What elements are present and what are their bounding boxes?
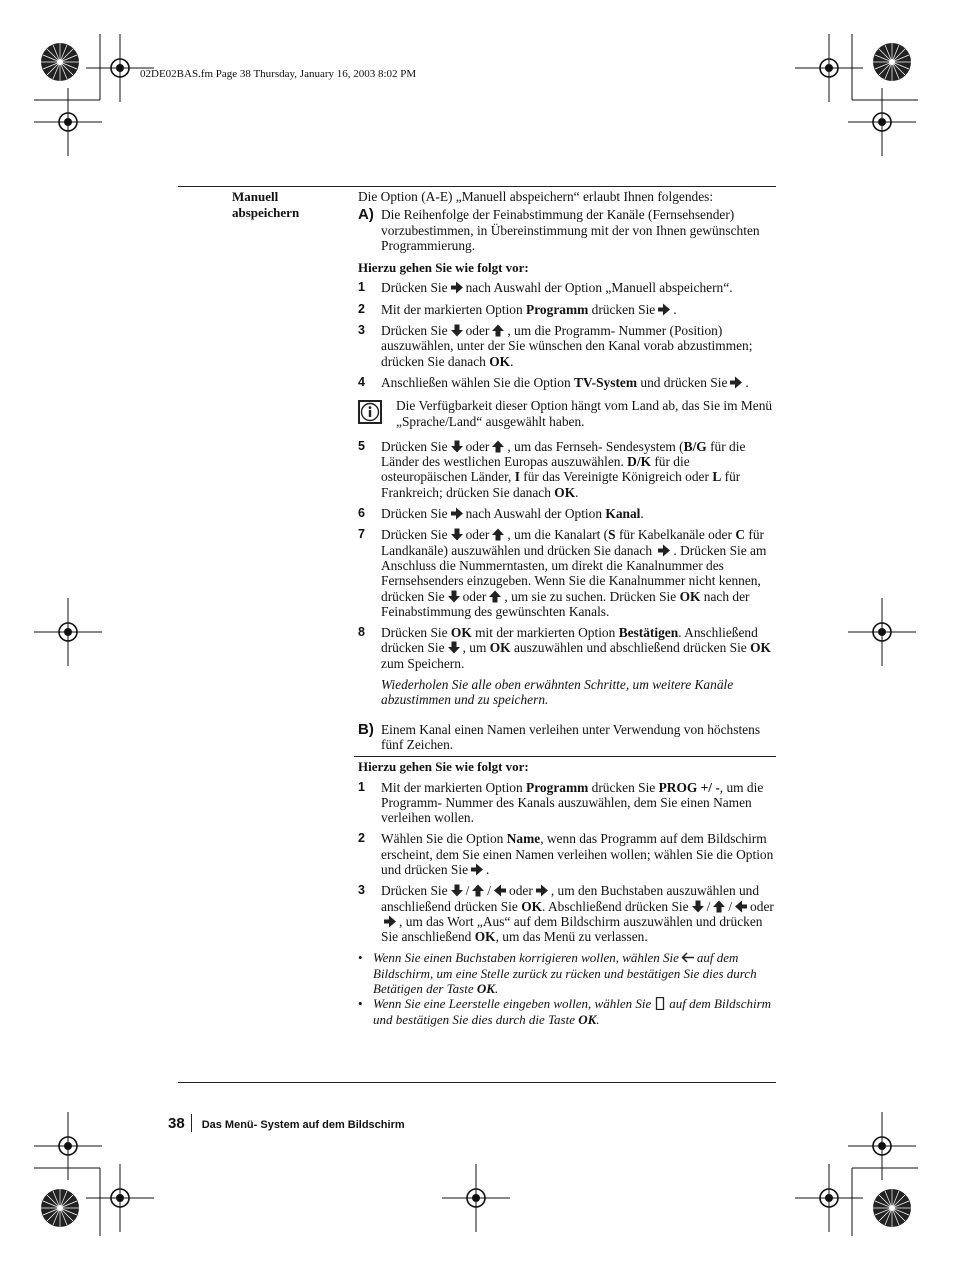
down-arrow-icon — [450, 324, 464, 337]
right-arrow-icon — [450, 281, 464, 294]
right-arrow-icon — [450, 507, 464, 520]
note-b2: • Wenn Sie eine Leerstelle eingeben wollen, wählen Sie auf dem Bildschirm und bestätigen Sie dies durch die Taste OK. — [358, 996, 772, 1027]
space-box-icon — [653, 997, 667, 1010]
step-number: 7 — [358, 527, 365, 542]
step-a6: 6 Drücken Sie nach Auswahl der Option Kanal. — [358, 506, 644, 522]
repeat-note — [358, 677, 776, 708]
part-a-intro — [358, 207, 776, 253]
down-arrow-icon — [447, 641, 461, 654]
step-text: , um die Programm- Nummer (Position) auszuwählen, unter der Sie wünschen den Kanal vorab abzustimmen; drücken Sie danach — [381, 323, 753, 369]
up-arrow-icon — [491, 324, 505, 337]
down-arrow-icon — [450, 528, 464, 541]
step-a1 — [358, 280, 776, 295]
step-text: Drücken Sie — [381, 280, 448, 296]
right-arrow-icon — [470, 863, 484, 876]
down-arrow-icon — [450, 440, 464, 453]
step-a7: 7 Drücken Sie oder , um die Kanalart (S für Kabelkanäle oder C für Landkanäle) auszuwählen und drücken Sie danach . Drücken Sie am Anschluss die Nummerntasten, um direkt die Kanalnummer des Fernsehsenders einzugeben. Wenn Sie die Kanalnummer nicht kennen, drücken Sie oder , um sie zu suchen. Drücken Sie OK nach der Feinabstimmung des gewünschten Kanals. — [358, 527, 767, 619]
step-number: 6 — [358, 506, 365, 521]
footer-divider — [191, 1114, 192, 1132]
step-text: nach Auswahl der Option „Manuell abspeichern“. — [465, 280, 733, 296]
step-b1: 1 Mit der markierten Option Programm drücken Sie PROG +/ -, um die Programm- Nummer des Kanals auszuwählen, dem Sie einen Namen verleihen wollen. — [358, 779, 764, 826]
step-number: 2 — [358, 831, 365, 846]
step-b2: 2 Wählen Sie die Option Name, wenn das Programm auf dem Bildschirm erscheint, dem Sie einen Namen verleihen wollen; wählen Sie die Option und drücken Sie . — [358, 831, 774, 877]
step-text: oder — [465, 323, 490, 339]
step-text: Anschließen wählen Sie die Option — [381, 374, 571, 390]
step-number: 1 — [358, 779, 365, 794]
left-arrow-icon — [493, 884, 507, 897]
part-a-text: Die Reihenfolge der Feinabstimmung der Kanäle (Fernsehsender) vorzubestimmen, in Übereinstimmung mit der von Ihnen gewünschten Programmierung. — [381, 207, 760, 253]
part-b-text: Einem Kanal einen Namen verleihen unter Verwendung von höchstens fünf Zeichen. — [381, 721, 761, 752]
step-keyword: OK — [489, 353, 511, 369]
step-number: 3 — [358, 883, 365, 898]
step-keyword: TV-System — [574, 374, 638, 390]
intro-text: Die Option (A-E) „Manuell abspeichern“ erlaubt Ihnen folgendes: — [358, 189, 714, 204]
right-arrow-icon — [729, 376, 743, 389]
step-text: . — [510, 353, 514, 369]
step-text: . — [673, 301, 677, 317]
backspace-arrow-icon — [681, 951, 695, 964]
right-arrow-icon — [383, 915, 397, 928]
up-arrow-icon — [471, 884, 485, 897]
footer-title: Das Menü- System auf dem Bildschirm — [201, 1119, 405, 1131]
step-a2 — [358, 302, 776, 317]
part-b-marker: B) — [358, 720, 374, 738]
step-a3 — [358, 323, 776, 369]
step-number: 3 — [358, 323, 365, 338]
section-label-line2: abspeichern — [232, 205, 300, 220]
step-text: . — [745, 374, 749, 390]
down-arrow-icon — [450, 884, 464, 897]
info-icon — [358, 400, 382, 424]
down-arrow-icon — [691, 900, 705, 913]
step-text: Drücken Sie — [381, 323, 448, 339]
bullet: • — [358, 950, 363, 966]
step-a5: 5 Drücken Sie oder , um das Fernseh- Sendesystem (B/G für die Länder des westlichen Europas auszuwählen. D/K für die osteuropäischen Länder, I für das Vereinigte Königreich oder L für Frankreich; drücken Sie danach OK. — [358, 438, 746, 500]
part-a-howto: Hierzu gehen Sie wie folgt vor: — [358, 260, 529, 276]
up-arrow-icon — [488, 590, 502, 603]
up-arrow-icon — [712, 900, 726, 913]
info-note — [358, 398, 776, 429]
part-b-intro — [358, 722, 776, 753]
step-number: 5 — [358, 438, 365, 453]
info-text: Die Verfügbarkeit dieser Option hängt vom Land ab, das Sie im Menü „Sprache/Land“ ausgewählt haben. — [396, 398, 773, 429]
page-footer — [168, 1114, 405, 1133]
section-label — [232, 189, 342, 221]
down-arrow-icon — [447, 590, 461, 603]
step-number: 2 — [358, 301, 365, 316]
step-keyword: Programm — [526, 301, 589, 317]
repeat-note-text: Wiederholen Sie alle oben erwähnten Schritte, um weitere Kanäle abzustimmen und zu speichern. — [381, 677, 734, 708]
step-b3: 3 Drücken Sie / / oder , um den Buchstaben auszuwählen und anschließend drücken Sie OK. Abschließend drücken Sie / / oder , um das Wort „Aus“ auf dem Bildschirm auszuwählen und drücken Sie anschließend OK, um das Menü zu verlassen. — [358, 883, 774, 945]
bottom-rule — [178, 1082, 776, 1083]
left-arrow-icon — [734, 900, 748, 913]
step-text: drücken Sie — [591, 301, 656, 317]
right-arrow-icon — [535, 884, 549, 897]
file-info-header: 02DE02BAS.fm Page 38 Thursday, January 16, 2003 8:02 PM — [140, 68, 417, 80]
step-a8: 8 Drücken Sie OK mit der markierten Option Bestätigen. Anschließend drücken Sie , um OK auszuwählen und abschließend drücken Sie OK zum Speichern. — [358, 625, 771, 671]
part-a-marker: A) — [358, 206, 374, 224]
right-arrow-icon — [657, 544, 671, 557]
step-number: 4 — [358, 374, 365, 389]
top-rule — [178, 186, 776, 187]
bullet: • — [358, 996, 363, 1012]
step-text: Mit der markierten Option — [381, 301, 523, 317]
page-number: 38 — [168, 1115, 185, 1132]
part-b-howto: Hierzu gehen Sie wie folgt vor: — [358, 759, 529, 775]
step-number: 1 — [358, 280, 365, 295]
step-text: und drücken Sie — [640, 374, 728, 390]
step-a4 — [358, 375, 776, 390]
note-b1: • Wenn Sie einen Buchstaben korrigieren wollen, wählen Sie auf dem Bildschirm, um eine Stelle zurück zu rücken und bestätigen Sie dies durch Betätigen der Taste OK. — [358, 950, 757, 997]
right-arrow-icon — [657, 303, 671, 316]
section-label-line1: Manuell — [232, 189, 279, 204]
up-arrow-icon — [491, 528, 505, 541]
step-number: 8 — [358, 625, 365, 640]
up-arrow-icon — [491, 440, 505, 453]
main-content — [358, 189, 776, 1027]
